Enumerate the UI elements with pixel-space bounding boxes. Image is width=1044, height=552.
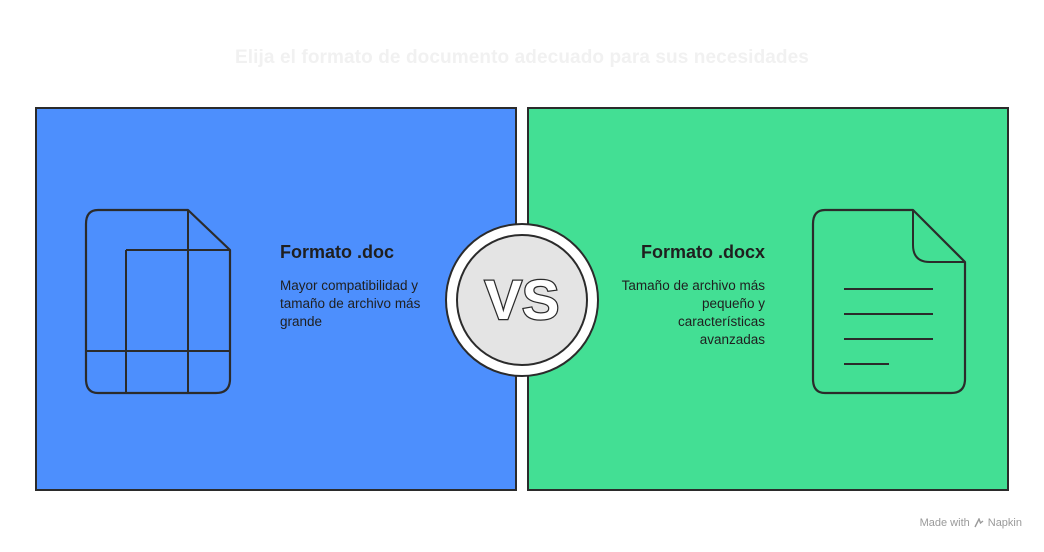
vs-badge xyxy=(444,222,600,378)
napkin-attribution xyxy=(920,517,1022,529)
vs-label: VS xyxy=(484,268,560,331)
doc-heading: Formato .doc xyxy=(280,242,395,262)
document-grid-icon xyxy=(84,207,232,397)
brand-label: Napkin xyxy=(987,517,1022,529)
doc-description: Mayor compatibilidad y tamaño de archivo más grande xyxy=(280,278,421,329)
diagram-title: Elija el formato de documento adecuado para sus necesidades xyxy=(235,47,809,68)
document-lines-icon xyxy=(811,207,967,397)
napkin-logo-icon xyxy=(974,518,984,528)
made-with-label: Made with xyxy=(919,517,970,529)
docx-description: Tamaño de archivo más pequeño y características avanzadas xyxy=(621,278,765,347)
docx-heading: Formato .docx xyxy=(640,242,765,262)
